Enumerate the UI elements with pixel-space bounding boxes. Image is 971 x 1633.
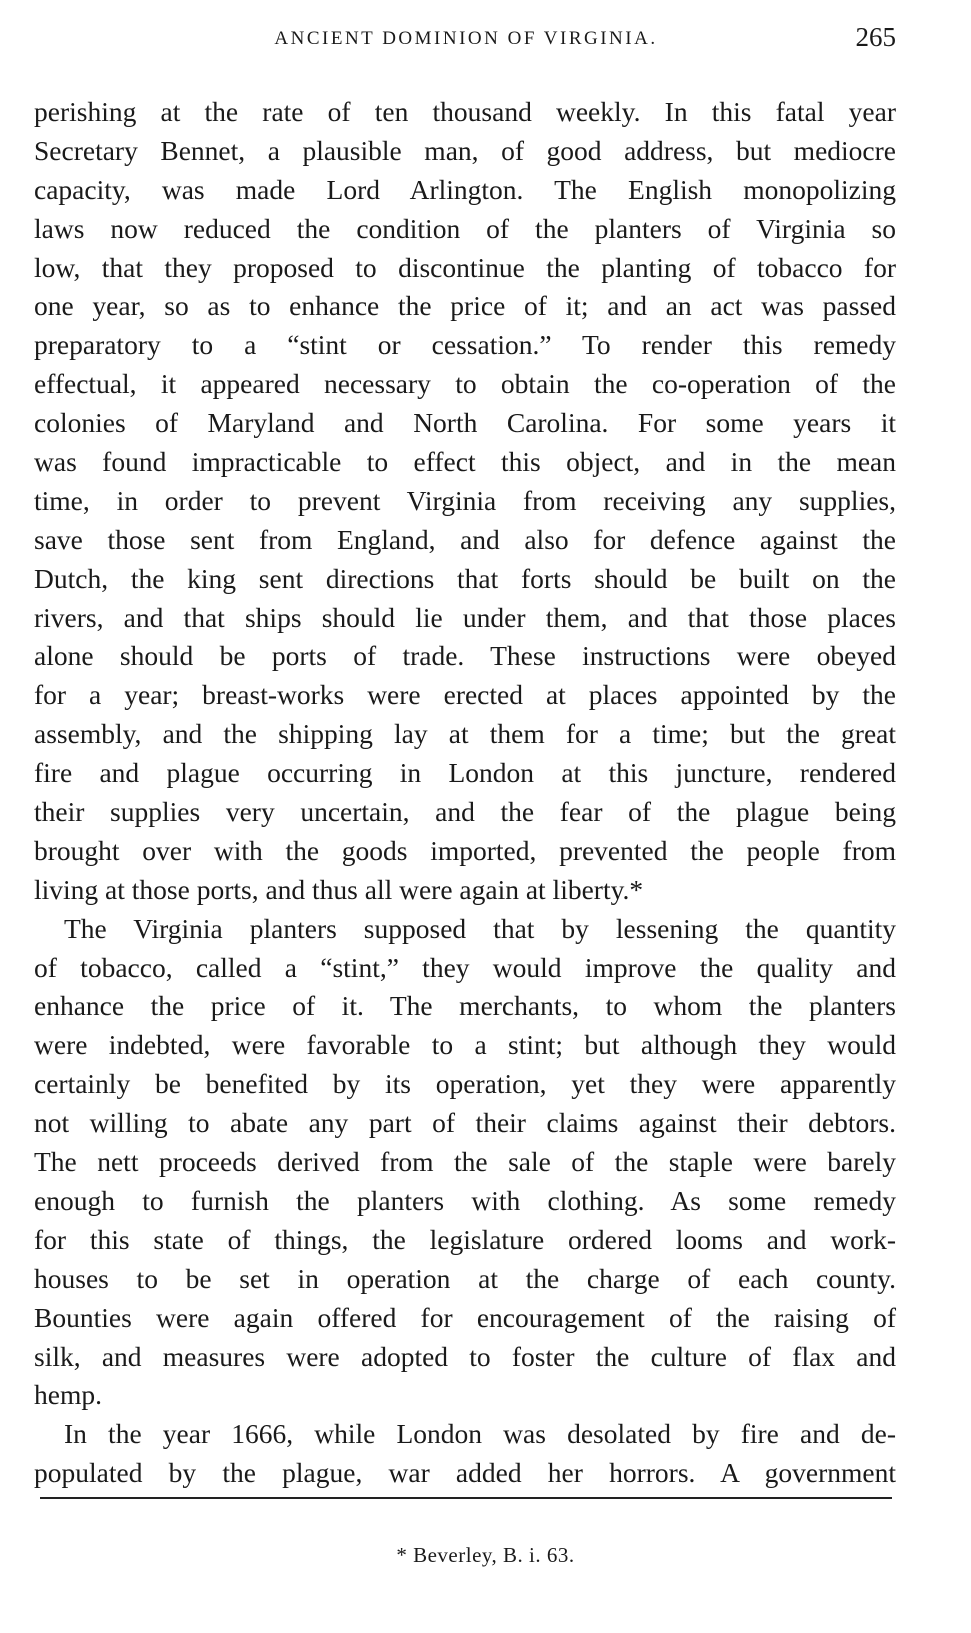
text-line: fire and plague occurring in London at this juncture, rendered	[34, 757, 896, 789]
text-line: brought over with the goods imported, prevented the people from	[34, 834, 896, 866]
running-head	[36, 22, 896, 56]
text-line: Secretary Bennet, a plausible man, of good address, but mediocre	[34, 134, 896, 166]
text-line: Dutch, the king sent directions that forts should be built on the	[34, 562, 896, 594]
text-line: certainly be benefited by its operation, yet they were apparently	[34, 1068, 896, 1100]
text-line: Bounties were again offered for encouragement of the raising of	[34, 1301, 896, 1333]
text-line: silk, and measures were adopted to foster the culture of flax and	[34, 1340, 896, 1372]
text-line: low, that they proposed to discontinue the planting of tobacco for	[34, 251, 896, 283]
text-line: was found impracticable to effect this object, and in the mean	[34, 446, 896, 478]
text-line: The nett proceeds derived from the sale of the staple were barely	[34, 1146, 896, 1178]
body-text	[34, 93, 896, 1493]
text-line: for this state of things, the legislature ordered looms and work-	[34, 1223, 896, 1255]
text-line: The Virginia planters supposed that by lessening the quantity	[64, 912, 896, 944]
text-line: were indebted, were favorable to a stint; but although they would	[34, 1029, 896, 1061]
text-line: alone should be ports of trade. These instructions were obeyed	[34, 640, 896, 672]
text-line: populated by the plague, war added her horrors. A government	[34, 1457, 896, 1489]
text-line: preparatory to a “stint or cessation.” To render this remedy	[34, 329, 896, 361]
text-line: time, in order to prevent Virginia from receiving any supplies,	[34, 484, 896, 516]
text-line: living at those ports, and thus all were again at liberty.*	[34, 873, 644, 905]
text-line: In the year 1666, while London was desolated by fire and de-	[64, 1418, 896, 1450]
text-line: perishing at the rate of ten thousand weekly. In this fatal year	[34, 96, 896, 127]
page-number: 265	[855, 22, 896, 52]
text-line: not willing to abate any part of their claims against their debtors.	[34, 1107, 896, 1139]
text-line: one year, so as to enhance the price of it; and an act was passed	[34, 290, 896, 322]
paragraph-3	[34, 1415, 896, 1493]
running-title: ANCIENT DOMINION OF VIRGINIA.	[274, 28, 658, 49]
text-line: save those sent from England, and also for defence against the	[34, 523, 896, 555]
text-line: rivers, and that ships should lie under them, and that those places	[34, 601, 896, 633]
text-line: colonies of Maryland and North Carolina. For some years it	[34, 407, 896, 439]
text-line: for a year; breast-works were erected at places appointed by the	[34, 679, 896, 711]
footnote-rule	[40, 1497, 892, 1499]
text-line: houses to be set in operation at the charge of each county.	[34, 1262, 896, 1294]
paragraph-2	[34, 910, 896, 1416]
footnote: * Beverley, B. i. 63.	[396, 1543, 575, 1567]
text-line: their supplies very uncertain, and the fear of the plague being	[34, 796, 896, 828]
text-line: of tobacco, called a “stint,” they would improve the quality and	[34, 951, 896, 983]
text-line: effectual, it appeared necessary to obtain the co-operation of the	[34, 368, 896, 400]
text-line: enhance the price of it. The merchants, to whom the planters	[34, 990, 896, 1022]
text-line: capacity, was made Lord Arlington. The English monopolizing	[34, 173, 896, 205]
text-line: assembly, and the shipping lay at them for a time; but the great	[34, 718, 896, 750]
text-line: hemp.	[34, 1379, 102, 1411]
paragraph-1	[34, 93, 896, 910]
text-line: laws now reduced the condition of the planters of Virginia so	[34, 212, 896, 244]
text-line: enough to furnish the planters with clothing. As some remedy	[34, 1184, 896, 1216]
